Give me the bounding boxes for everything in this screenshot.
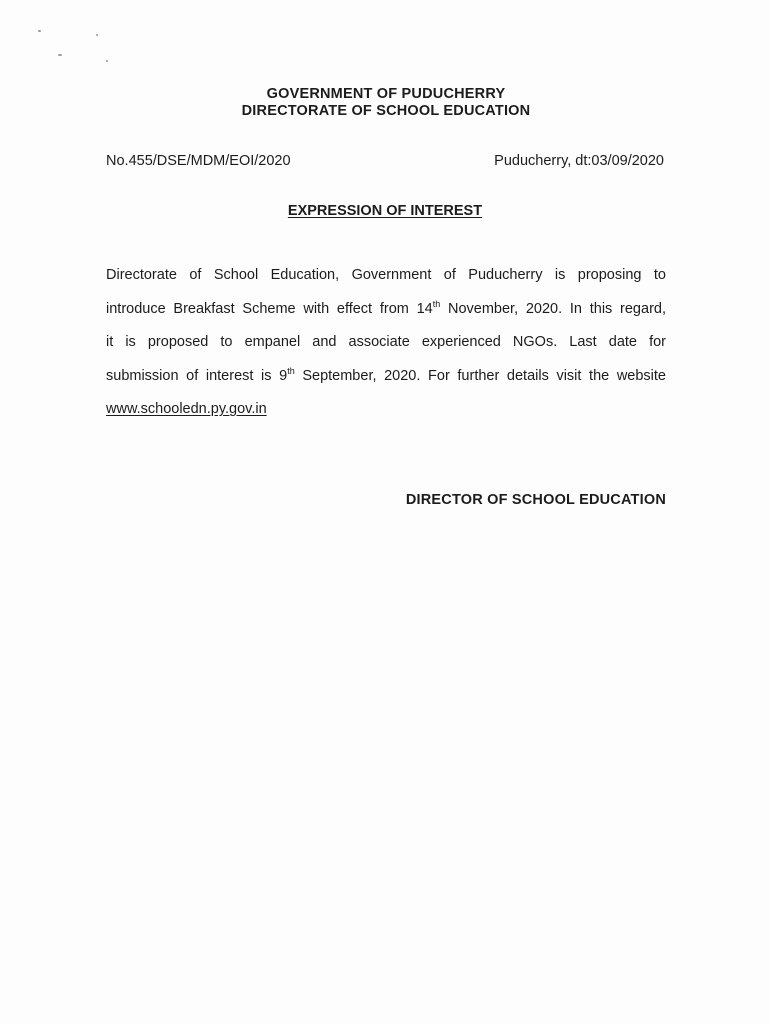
subject-heading — [0, 203, 770, 219]
subject-text: EXPRESSION OF INTEREST — [287, 203, 483, 219]
place-date: Puducherry, dt:03/09/2020 — [494, 153, 664, 169]
body-line-4-text-a: submission of interest is 9 — [106, 367, 288, 384]
reference-number: No.455/DSE/MDM/EOI/2020 — [106, 153, 291, 169]
body-line-3: it is proposed to empanel and associate experienced NGOs. Last date for — [106, 334, 666, 350]
body-line-4-text-b: September, 2020. For further details visit the website — [294, 367, 666, 384]
reference-row — [106, 153, 664, 169]
scan-speck — [106, 60, 108, 62]
signature-title: DIRECTOR OF SCHOOL EDUCATION — [405, 492, 666, 508]
scan-speck — [96, 34, 98, 36]
scan-speck — [38, 30, 41, 32]
letterhead — [0, 86, 770, 120]
body-line-2 — [106, 293, 666, 327]
body-line-2-text-b: November, 2020. In this regard, — [440, 300, 666, 317]
body-line-4 — [106, 360, 666, 394]
scan-speck — [58, 54, 62, 56]
letterhead-government: GOVERNMENT OF PUDUCHERRY — [266, 86, 506, 102]
letterhead-directorate: DIRECTORATE OF SCHOOL EDUCATION — [241, 103, 531, 119]
body-line-1: Directorate of School Education, Government of Puducherry is proposing to — [106, 267, 666, 283]
body-paragraph — [106, 259, 666, 427]
ordinal-suffix: th — [287, 365, 295, 376]
website-link[interactable]: www.schooledn.py.gov.in — [106, 401, 267, 417]
ordinal-suffix: th — [432, 298, 441, 309]
body-line-2-text-a: introduce Breakfast Scheme with effect from 14 — [106, 300, 433, 317]
